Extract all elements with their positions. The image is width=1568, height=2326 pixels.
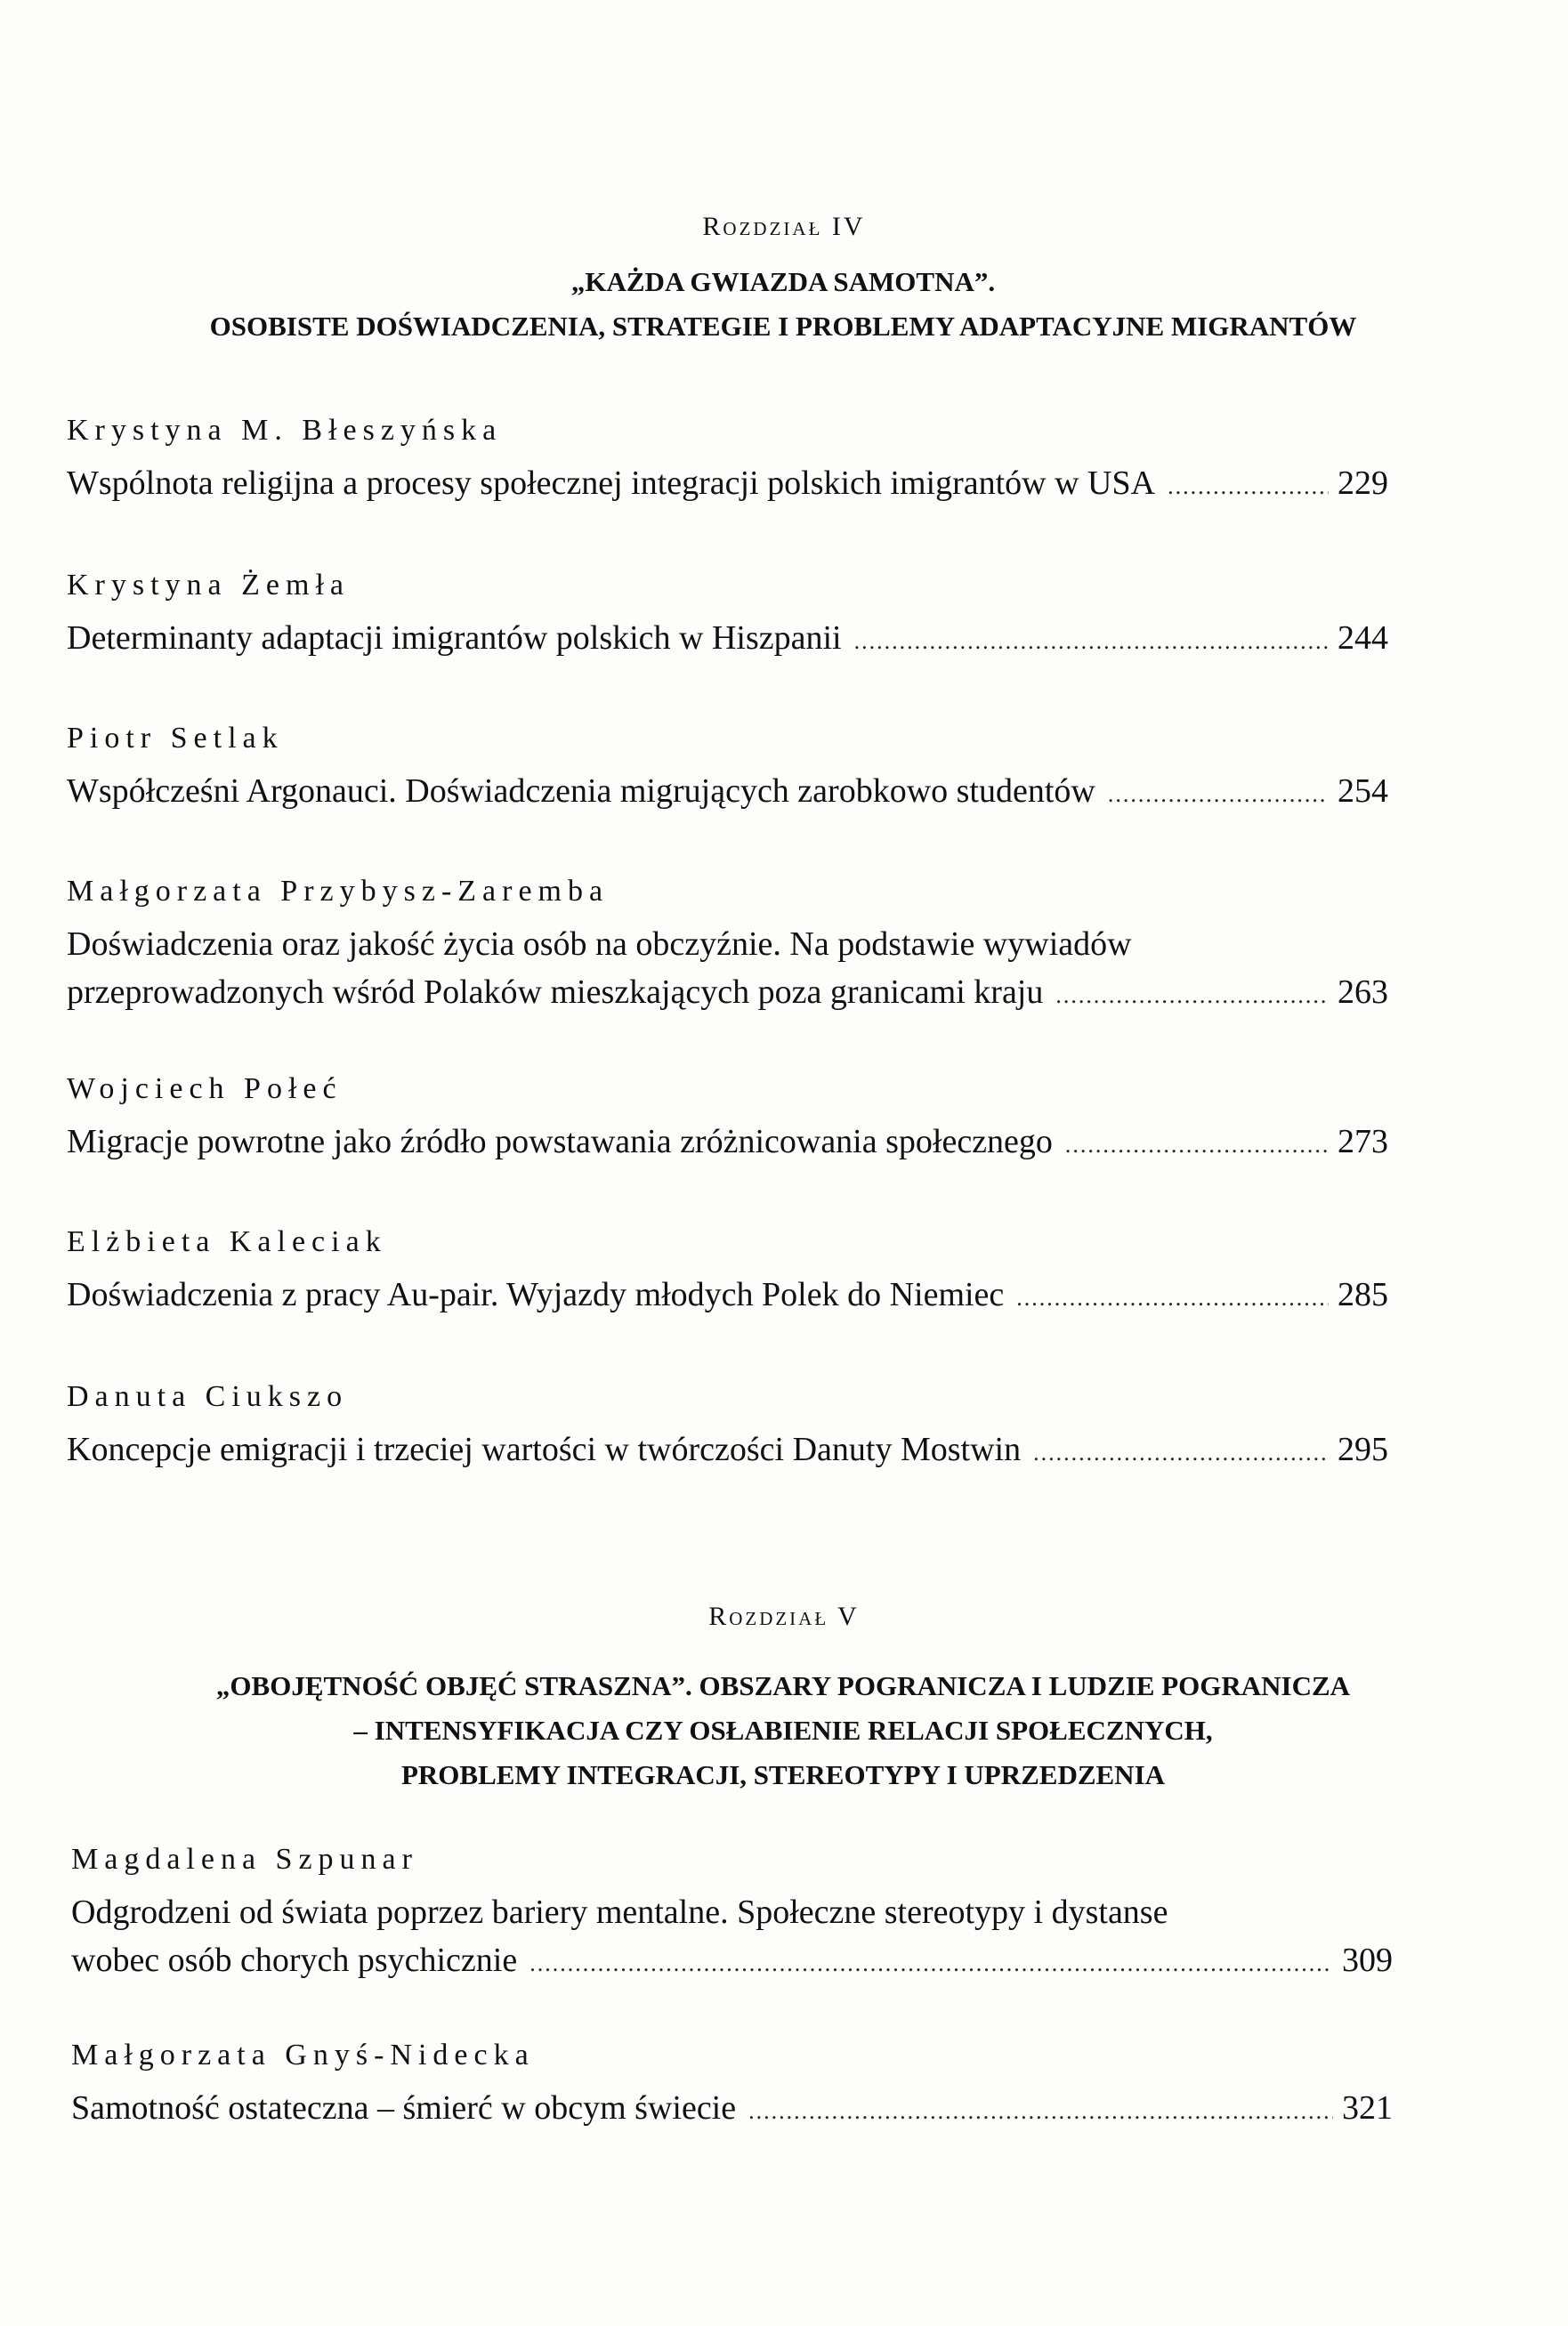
entry-title-row <box>71 1936 1393 1988</box>
entry-title: Migracje powrotne jako źródło powstawania zróżnicowania społecznego <box>67 1123 1053 1160</box>
entry-author: Krystyna Żemła <box>67 569 350 602</box>
entry-page-number: 309 <box>1342 1942 1393 1979</box>
toc-entry <box>67 719 1388 819</box>
entry-author: Piotr Setlak <box>67 722 284 755</box>
entry-title: przeprowadzonych wśród Polaków mieszkających poza granicami kraju <box>67 973 1044 1011</box>
leader-dots <box>854 618 1329 666</box>
leader-dots <box>1033 1429 1329 1477</box>
entry-page-number: 263 <box>1338 973 1388 1011</box>
entry-page-number: 295 <box>1338 1431 1388 1468</box>
toc-entry <box>67 1223 1388 1322</box>
chapter-title <box>89 260 1477 349</box>
entry-author: Danuta Ciukszo <box>67 1380 349 1413</box>
leader-dots <box>1055 972 1329 1020</box>
entry-title: Wspólnota religijna a procesy społecznej integracji polskich imigrantów w USA <box>67 464 1156 502</box>
leader-dots <box>748 2088 1333 2136</box>
entry-title-row <box>71 2084 1393 2136</box>
toc-entry <box>67 411 1388 511</box>
entry-title-row <box>67 1118 1388 1169</box>
leader-dots <box>1108 771 1329 819</box>
toc-entry <box>71 1840 1393 1988</box>
entry-author: Wojciech Połeć <box>67 1072 343 1105</box>
entry-title-row <box>67 1271 1388 1322</box>
toc-entry <box>71 2036 1393 2136</box>
leader-dots <box>1168 463 1329 511</box>
leader-dots <box>1016 1274 1329 1322</box>
chapter-title-line: „KAŻDA GWIAZDA SAMOTNA”. <box>570 266 996 297</box>
entry-title-line: Doświadczenia oraz jakość życia osób na obczyźnie. Na podstawie wywiadów <box>67 925 1132 963</box>
entry-author: Elżbieta Kaleciak <box>67 1225 387 1258</box>
entry-title: Samotność ostateczna – śmierć w obcym świecie <box>71 2089 737 2127</box>
entry-author: Małgorzata Gnyś-Nidecka <box>71 2039 535 2072</box>
entry-author: Krystyna M. Błeszyńska <box>67 414 503 447</box>
entry-title: Koncepcje emigracji i trzeciej wartości w twórczości Danuty Mostwin <box>67 1431 1022 1468</box>
chapter-title-line: „OBOJĘTNOŚĆ OBJĘĆ STRASZNA”. OBSZARY POGRANICZA I LUDZIE POGRANICZA <box>215 1670 1351 1701</box>
chapter-label-text: Rozdział V <box>708 1602 860 1631</box>
toc-entry <box>67 566 1388 666</box>
entry-title: Współcześni Argonauci. Doświadczenia migrujących zarobkowo studentów <box>67 772 1095 810</box>
entry-page-number: 254 <box>1338 772 1388 810</box>
chapter-label-text: Rozdział IV <box>702 212 866 241</box>
entry-title: Determinanty adaptacji imigrantów polskich w Hiszpanii <box>67 619 842 657</box>
chapter-title-line: – INTENSYFIKACJA CZY OSŁABIENIE RELACJI SPOŁECZNYCH, <box>353 1715 1213 1746</box>
entry-author: Magdalena Szpunar <box>71 1843 418 1876</box>
chapter-title <box>89 1664 1477 1797</box>
entry-title-row <box>67 459 1388 511</box>
chapter-title-line: OSOBISTE DOŚWIADCZENIA, STRATEGIE I PROBLEMY ADAPTACYJNE MIGRANTÓW <box>209 311 1357 342</box>
chapter-label <box>0 1602 1568 1632</box>
entry-page-number: 244 <box>1338 619 1388 657</box>
entry-page-number: 273 <box>1338 1123 1388 1160</box>
toc-entry <box>67 1377 1388 1477</box>
entry-title-row <box>67 614 1388 666</box>
entry-title: Doświadczenia z pracy Au-pair. Wyjazdy młodych Polek do Niemiec <box>67 1276 1005 1313</box>
entry-title-row <box>67 968 1388 1020</box>
entry-page-number: 229 <box>1338 464 1388 502</box>
entry-title-row <box>67 767 1388 819</box>
leader-dots <box>529 1940 1333 1988</box>
entry-title: wobec osób chorych psychicznie <box>71 1942 518 1979</box>
chapter-title-line: PROBLEMY INTEGRACJI, STEREOTYPY I UPRZEDZENIA <box>400 1759 1166 1790</box>
entry-author: Małgorzata Przybysz-Zaremba <box>67 875 610 908</box>
chapter-label <box>0 212 1568 242</box>
leader-dots <box>1065 1121 1329 1169</box>
toc-entry <box>67 872 1388 1020</box>
entry-page-number: 321 <box>1342 2089 1393 2127</box>
toc-entry <box>67 1070 1388 1169</box>
entry-title-line: Odgrodzeni od świata poprzez bariery mentalne. Społeczne stereotypy i dystanse <box>71 1894 1168 1931</box>
entry-title-row <box>67 1425 1388 1477</box>
entry-page-number: 285 <box>1338 1276 1388 1313</box>
